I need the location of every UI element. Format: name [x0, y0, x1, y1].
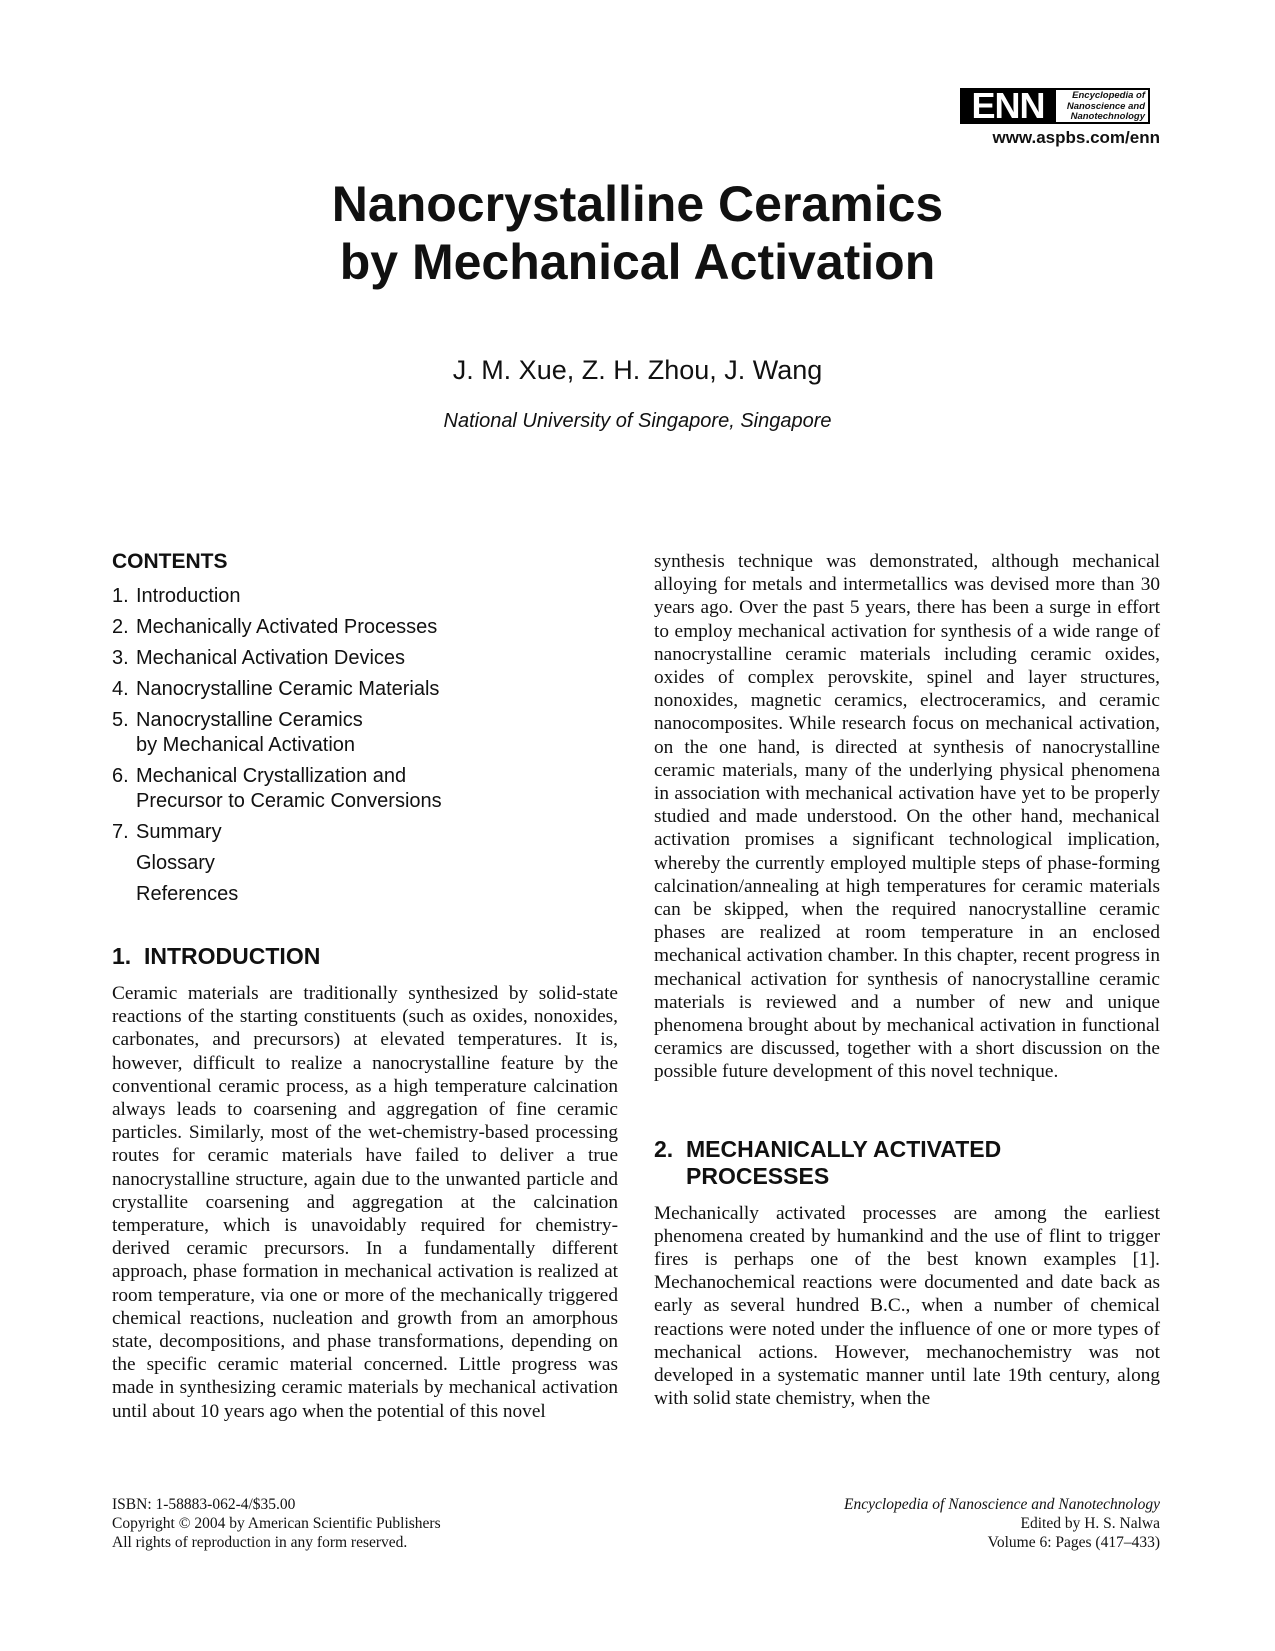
left-column	[112, 550, 618, 1423]
enn-logo-text	[1056, 88, 1150, 124]
footer-citation	[844, 1495, 1160, 1552]
contents-item	[112, 677, 618, 702]
footer-volume: Volume 6: Pages (417–433)	[987, 1534, 1160, 1551]
section2-number: 2.	[654, 1135, 674, 1162]
section1-paragraph-right: synthesis technique was demonstrated, although mechanical alloying for metals and intermetallics was devised more than 30 years ago. Over the past 5 years, there has been a surge in effort to employ mechanical activation for synthesis of a wide range of nanocrystalline ceramic materials including ceramic oxides, oxides of complex perovskite, spinel and layer structures, nonoxides, magnetic ceramics, electroceramics, and ceramic nanocomposites. While research focus on mechanical activation, on the one hand, is directed at synthesis of nanocrystalline ceramic materials, many of the underlying physical phenomena in association with mechanical activation have yet to be properly studied and made understood. On the other hand, mechanical activation promises a significant technological implication, whereby the currently employed multiple steps of phase-forming calcination/annealing at high temperatures for ceramic materials can be skipped, when the required nanocrystalline ceramic phases are realized at room temperature in an enclosed mechanical activation chamber. In this chapter, recent progress in mechanical activation for synthesis of nanocrystalline ceramic materials is reviewed and a number of new and unique phenomena brought about by mechanical activation in functional ceramics are discussed, together with a short discussion on the possible future development of this novel technique.	[654, 551, 1160, 1083]
contents-item	[112, 764, 618, 814]
footer-rights: All rights of reproduction in any form reserved.	[112, 1534, 408, 1551]
title-line2: by Mechanical Activation	[339, 234, 936, 290]
footer-isbn: ISBN: 1-58883-062-4/$35.00	[112, 1496, 296, 1513]
contents-item-label: Introduction	[136, 585, 241, 607]
contents-item-label: Nanocrystalline Ceramics by Mechanical Activation	[136, 709, 363, 756]
footer-copyright: Copyright © 2004 by American Scientific Publishers	[112, 1515, 441, 1532]
affiliation: National University of Singapore, Singapore	[443, 410, 832, 432]
section1-heading	[112, 943, 618, 970]
contents-item-label: Nanocrystalline Ceramic Materials	[136, 678, 440, 700]
enn-url: www.aspbs.com/enn	[992, 128, 1160, 147]
enn-logo	[960, 85, 1160, 148]
footer-publisher	[112, 1495, 441, 1552]
section2-title: MECHANICALLY ACTIVATED PROCESSES	[686, 1135, 1002, 1189]
enn-logo-mark: ENN	[960, 88, 1056, 124]
contents-heading: CONTENTS	[112, 550, 228, 573]
authors: J. M. Xue, Z. H. Zhou, J. Wang	[452, 355, 823, 385]
section1-title: INTRODUCTION	[144, 943, 321, 969]
contents-item-num	[112, 882, 136, 907]
contents-list	[112, 584, 618, 907]
contents-item	[112, 646, 618, 671]
contents-item-num	[112, 851, 136, 876]
contents-item-label: Mechanically Activated Processes	[136, 616, 438, 638]
enn-logo-box	[960, 85, 1160, 126]
section2-paragraph: Mechanically activated processes are among the earliest phenomena created by humankind and the use of flint to trigger fires is perhaps one of the best known examples [1]. Mechanochemical reactions were documented and date back as early as several hundred B.C., when a number of chemical reactions were noted under the influence of one or more types of mechanical actions. However, mechanochemistry was not developed in a systematic manner until late 19th century, along with solid state chemistry, when the	[654, 1202, 1160, 1410]
contents-item-num: 5.	[112, 709, 129, 731]
contents-item-num: 6.	[112, 765, 129, 787]
contents-item-label: Mechanical Activation Devices	[136, 647, 406, 669]
paper-title	[0, 175, 1275, 291]
contents-item-num: 3.	[112, 647, 129, 669]
contents-item-num: 4.	[112, 678, 129, 700]
footer-editor: Edited by H. S. Nalwa	[1020, 1515, 1160, 1532]
contents-item-label: Glossary	[136, 852, 215, 874]
contents-item-label: Mechanical Crystallization and Precursor to Ceramic Conversions	[136, 765, 442, 812]
section1-number: 1.	[112, 943, 132, 969]
enn-logo-line2: Nanoscience and	[1066, 100, 1145, 112]
enn-logo-line3: Nanotechnology	[1070, 111, 1145, 122]
section1-paragraph-left: Ceramic materials are traditionally synthesized by solid-state reactions of the starting constituents (such as oxides, nonoxides, carbonates, and precursors) at elevated temperatures. It is, however, difficult to realize a nanocrystalline feature by the conventional ceramic process, as a high temperature calcination always leads to coarsening and aggregation of fine ceramic particles. Similarly, most of the wet-chemistry-based processing routes for ceramic materials have failed to deliver a true nanocrystalline structure, again due to the unwanted particle and crystallite coarsening and aggregation at the calcination temperature, which is unavoidably required for chemistry-derived ceramic precursors. In a fundamentally different approach, phase formation in mechanical activation is realized at room temperature, via one or more of the mechanically triggered chemical reactions, nucleation and growth from an amorphous state, decompositions, and phase transformations, depending on the specific ceramic material concerned. Little progress was made in synthesizing ceramic materials by mechanical activation until about 10 years ago when the potential of this novel	[112, 983, 618, 1422]
contents-item-num: 2.	[112, 616, 129, 638]
section2-heading	[654, 1136, 1160, 1190]
contents-item	[112, 584, 618, 609]
contents-item	[112, 851, 618, 876]
contents-item-num: 1.	[112, 585, 129, 607]
right-column	[654, 550, 1160, 1411]
contents-item-num: 7.	[112, 821, 129, 843]
enn-logo-line1: Encyclopedia of	[1072, 90, 1145, 101]
contents-item	[112, 820, 618, 845]
contents-item-label: References	[136, 883, 239, 905]
contents-item	[112, 615, 618, 640]
contents-item	[112, 708, 618, 758]
footer-encyclopedia: Encyclopedia of Nanoscience and Nanotechnology	[844, 1496, 1160, 1513]
title-line1: Nanocrystalline Ceramics	[331, 176, 944, 232]
contents-item	[112, 882, 618, 907]
contents-item-label: Summary	[136, 821, 222, 843]
